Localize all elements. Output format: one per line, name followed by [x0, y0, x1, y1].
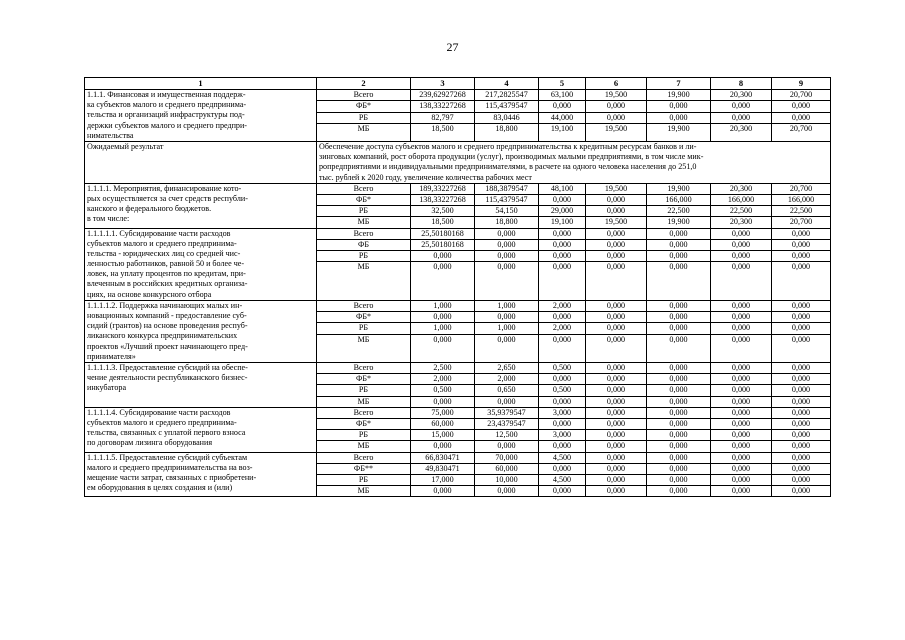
amount-cell: 20,700 — [772, 183, 831, 194]
amount-cell: 0,000 — [772, 452, 831, 463]
amount-cell: 0,000 — [711, 374, 772, 385]
amount-cell: 239,62927268 — [411, 90, 475, 101]
amount-cell: 19,500 — [586, 217, 647, 228]
amount-cell: 1,000 — [475, 323, 539, 334]
amount-cell: 18,800 — [475, 123, 539, 141]
funding-source: Всего — [317, 228, 411, 239]
amount-cell: 0,000 — [586, 452, 647, 463]
table-row — [85, 300, 831, 311]
amount-cell: 166,000 — [711, 194, 772, 205]
amount-cell: 29,000 — [539, 206, 586, 217]
funding-source: РБ — [317, 474, 411, 485]
expected-result-text — [317, 141, 831, 183]
amount-cell: 0,000 — [411, 251, 475, 262]
amount-cell: 0,000 — [411, 312, 475, 323]
amount-cell: 0,000 — [711, 251, 772, 262]
description-line: 1.1.1.1.3. Предоставление субсидий на обеспе- — [87, 362, 248, 372]
funding-source: ФБ* — [317, 418, 411, 429]
amount-cell: 0,000 — [772, 251, 831, 262]
amount-cell: 0,000 — [586, 101, 647, 112]
funding-source: ФБ* — [317, 312, 411, 323]
amount-cell: 0,000 — [475, 396, 539, 407]
amount-cell: 19,900 — [647, 183, 711, 194]
amount-cell: 19,100 — [539, 123, 586, 141]
amount-cell: 0,000 — [475, 334, 539, 362]
amount-cell: 166,000 — [772, 194, 831, 205]
amount-cell: 20,300 — [711, 90, 772, 101]
column-header: 4 — [475, 78, 539, 90]
amount-cell: 0,000 — [711, 362, 772, 373]
amount-cell: 0,000 — [647, 334, 711, 362]
amount-cell: 44,000 — [539, 112, 586, 123]
amount-cell: 0,000 — [475, 262, 539, 301]
amount-cell: 60,000 — [475, 463, 539, 474]
amount-cell: 2,500 — [411, 362, 475, 373]
page-number: 27 — [446, 40, 459, 54]
amount-cell: 0,000 — [772, 334, 831, 362]
description-line: 1.1.1. Финансовая и имущественная поддерж- — [87, 90, 246, 99]
amount-cell: 0,000 — [647, 251, 711, 262]
expected-result-row — [85, 141, 831, 183]
amount-cell: 0,000 — [772, 312, 831, 323]
amount-cell: 0,000 — [647, 407, 711, 418]
amount-cell: 0,500 — [539, 362, 586, 373]
amount-cell: 0,000 — [772, 463, 831, 474]
amount-cell: 0,000 — [586, 206, 647, 217]
amount-cell: 22,500 — [711, 206, 772, 217]
description-line: мещение части затрат, связанных с приобретени- — [87, 472, 257, 482]
amount-cell: 0,000 — [475, 486, 539, 497]
amount-cell: 0,000 — [539, 396, 586, 407]
amount-cell: 0,000 — [539, 418, 586, 429]
amount-cell: 20,300 — [711, 183, 772, 194]
amount-cell: 0,000 — [539, 312, 586, 323]
amount-cell: 0,000 — [586, 374, 647, 385]
amount-cell: 0,000 — [411, 486, 475, 497]
description-line: в том числе: — [87, 214, 130, 224]
amount-cell: 0,000 — [711, 262, 772, 301]
measure-description — [85, 407, 317, 452]
funding-source: Всего — [317, 407, 411, 418]
amount-cell: 48,100 — [539, 183, 586, 194]
amount-cell: 0,000 — [711, 112, 772, 123]
amount-cell: 0,650 — [475, 385, 539, 396]
funding-source: МБ — [317, 123, 411, 141]
description-line: сидий (грантов) на основе проведения респуб- — [87, 321, 248, 331]
amount-cell: 1,000 — [475, 300, 539, 311]
amount-cell: 0,000 — [586, 300, 647, 311]
amount-cell: 2,000 — [411, 374, 475, 385]
amount-cell: 20,700 — [772, 123, 831, 141]
amount-cell: 20,300 — [711, 123, 772, 141]
funding-source: РБ — [317, 251, 411, 262]
table-row — [85, 183, 831, 194]
amount-cell: 0,000 — [772, 407, 831, 418]
amount-cell: 0,000 — [411, 262, 475, 301]
description-line: 1.1.1.1. Мероприятия, финансирование кото- — [87, 183, 242, 193]
expected-result-label: Ожидаемый результат — [85, 141, 317, 183]
description-line: субъектов малого и среднего предпринима- — [87, 417, 237, 427]
amount-cell: 0,000 — [586, 463, 647, 474]
amount-cell: 0,000 — [647, 362, 711, 373]
description-line: принимателя» — [87, 351, 136, 361]
table-row — [85, 452, 831, 463]
amount-cell: 0,000 — [647, 418, 711, 429]
amount-cell: 0,000 — [411, 441, 475, 452]
table-row — [85, 362, 831, 373]
amount-cell: 0,000 — [411, 334, 475, 362]
amount-cell: 25,50180168 — [411, 239, 475, 250]
amount-cell: 0,000 — [711, 430, 772, 441]
expected-result-line: зинговых компаний, рост оборота продукции (услуг), производимых малыми предприятиями, в том числе мик- — [319, 152, 704, 162]
amount-cell: 0,000 — [586, 385, 647, 396]
column-header: 2 — [317, 78, 411, 90]
amount-cell: 25,50180168 — [411, 228, 475, 239]
amount-cell: 0,000 — [539, 334, 586, 362]
amount-cell: 49,830471 — [411, 463, 475, 474]
amount-cell: 138,33227268 — [411, 101, 475, 112]
amount-cell: 0,000 — [539, 194, 586, 205]
amount-cell: 0,000 — [711, 239, 772, 250]
amount-cell: 0,000 — [647, 312, 711, 323]
amount-cell: 0,500 — [411, 385, 475, 396]
column-header: 3 — [411, 78, 475, 90]
amount-cell: 19,500 — [586, 123, 647, 141]
amount-cell: 0,000 — [475, 251, 539, 262]
column-header: 5 — [539, 78, 586, 90]
amount-cell: 0,000 — [711, 228, 772, 239]
amount-cell: 0,000 — [711, 441, 772, 452]
amount-cell: 0,000 — [539, 239, 586, 250]
funding-source: МБ — [317, 217, 411, 228]
funding-source: ФБ** — [317, 463, 411, 474]
description-line: ем оборудования в целях создания и (или) — [87, 483, 233, 493]
description-line: циях, на основе конкурсного отбора — [87, 289, 212, 299]
amount-cell: 0,000 — [711, 334, 772, 362]
amount-cell: 0,000 — [711, 407, 772, 418]
amount-cell: 18,800 — [475, 217, 539, 228]
funding-source: РБ — [317, 112, 411, 123]
amount-cell: 20,700 — [772, 90, 831, 101]
amount-cell: 0,000 — [586, 239, 647, 250]
amount-cell: 0,000 — [539, 228, 586, 239]
amount-cell: 0,000 — [586, 407, 647, 418]
amount-cell: 75,000 — [411, 407, 475, 418]
funding-source: Всего — [317, 183, 411, 194]
amount-cell: 0,000 — [586, 441, 647, 452]
amount-cell: 217,2825547 — [475, 90, 539, 101]
funding-source: РБ — [317, 323, 411, 334]
amount-cell: 0,000 — [647, 474, 711, 485]
amount-cell: 0,000 — [711, 101, 772, 112]
measure-description — [85, 228, 317, 300]
amount-cell: 0,000 — [647, 441, 711, 452]
column-header: 7 — [647, 78, 711, 90]
table-row — [85, 407, 831, 418]
amount-cell: 0,000 — [647, 374, 711, 385]
amount-cell: 1,000 — [411, 323, 475, 334]
amount-cell: 20,700 — [772, 217, 831, 228]
amount-cell: 0,000 — [539, 262, 586, 301]
funding-source: ФБ* — [317, 194, 411, 205]
funding-source: РБ — [317, 206, 411, 217]
amount-cell: 32,500 — [411, 206, 475, 217]
amount-cell: 0,000 — [711, 312, 772, 323]
amount-cell: 0,000 — [772, 396, 831, 407]
amount-cell: 0,000 — [772, 474, 831, 485]
amount-cell: 0,000 — [586, 396, 647, 407]
amount-cell: 0,000 — [711, 300, 772, 311]
amount-cell: 60,000 — [411, 418, 475, 429]
amount-cell: 63,100 — [539, 90, 586, 101]
amount-cell: 0,000 — [772, 300, 831, 311]
amount-cell: 0,000 — [539, 101, 586, 112]
amount-cell: 12,500 — [475, 430, 539, 441]
column-header: 1 — [85, 78, 317, 90]
amount-cell: 18,500 — [411, 217, 475, 228]
funding-source: ФБ* — [317, 374, 411, 385]
description-line: 1.1.1.1.2. Поддержка начинающих малых ин- — [87, 300, 243, 310]
description-line: 1.1.1.1.1. Субсидирование части расходов — [87, 228, 231, 238]
amount-cell: 0,000 — [711, 418, 772, 429]
funding-source: РБ — [317, 385, 411, 396]
description-line: инкубатора — [87, 383, 127, 393]
amount-cell: 4,500 — [539, 452, 586, 463]
amount-cell: 0,000 — [586, 418, 647, 429]
description-line: ленностью работников, равной 50 и более че- — [87, 259, 245, 269]
amount-cell: 10,000 — [475, 474, 539, 485]
description-line: 1.1.1.1.5. Предоставление субсидий субъектам — [87, 452, 248, 462]
expected-result-line: тыс. рублей к 2020 году, увеличение количества рабочих мест — [319, 172, 532, 182]
amount-cell: 19,500 — [586, 183, 647, 194]
amount-cell: 115,4379547 — [475, 101, 539, 112]
measure-description — [85, 90, 317, 142]
amount-cell: 15,000 — [411, 430, 475, 441]
amount-cell: 0,000 — [711, 452, 772, 463]
amount-cell: 0,000 — [586, 430, 647, 441]
amount-cell: 19,900 — [647, 90, 711, 101]
amount-cell: 0,000 — [647, 452, 711, 463]
funding-source: МБ — [317, 396, 411, 407]
description-line: рых осуществляется за счет средств республи- — [87, 193, 248, 203]
funding-source: РБ — [317, 430, 411, 441]
amount-cell: 0,000 — [711, 385, 772, 396]
amount-cell: 0,000 — [475, 228, 539, 239]
amount-cell: 0,500 — [539, 385, 586, 396]
amount-cell: 83,0446 — [475, 112, 539, 123]
amount-cell: 1,000 — [411, 300, 475, 311]
description-line: 1.1.1.1.4. Субсидирование части расходов — [87, 407, 231, 417]
description-line: чение деятельности республиканского бизнес- — [87, 373, 248, 383]
amount-cell: 0,000 — [772, 323, 831, 334]
measure-description — [85, 183, 317, 228]
amount-cell: 0,000 — [586, 262, 647, 301]
column-header: 6 — [586, 78, 647, 90]
measure-description — [85, 362, 317, 407]
funding-source: Всего — [317, 90, 411, 101]
amount-cell: 4,500 — [539, 474, 586, 485]
amount-cell: 0,000 — [475, 239, 539, 250]
amount-cell: 0,000 — [647, 112, 711, 123]
amount-cell: 0,000 — [586, 474, 647, 485]
table-row — [85, 90, 831, 101]
amount-cell: 0,000 — [586, 323, 647, 334]
amount-cell: 0,000 — [539, 251, 586, 262]
amount-cell: 0,000 — [647, 463, 711, 474]
amount-cell: 0,000 — [772, 374, 831, 385]
amount-cell: 0,000 — [539, 463, 586, 474]
amount-cell: 0,000 — [539, 486, 586, 497]
funding-source: ФБ* — [317, 101, 411, 112]
amount-cell: 0,000 — [586, 312, 647, 323]
amount-cell: 166,000 — [647, 194, 711, 205]
amount-cell: 0,000 — [711, 463, 772, 474]
amount-cell: 0,000 — [647, 228, 711, 239]
amount-cell: 0,000 — [586, 334, 647, 362]
description-line: держки субъектов малого и среднего предпри- — [87, 120, 248, 130]
amount-cell: 0,000 — [772, 486, 831, 497]
amount-cell: 0,000 — [772, 362, 831, 373]
amount-cell: 0,000 — [411, 396, 475, 407]
amount-cell: 19,900 — [647, 123, 711, 141]
description-line: ка субъектов малого и среднего предпринима- — [87, 100, 247, 110]
header-row — [85, 78, 831, 90]
amount-cell: 35,9379547 — [475, 407, 539, 418]
amount-cell: 0,000 — [586, 486, 647, 497]
amount-cell: 0,000 — [772, 385, 831, 396]
amount-cell: 23,4379547 — [475, 418, 539, 429]
amount-cell: 70,000 — [475, 452, 539, 463]
description-line: тельства и организаций инфраструктуры под- — [87, 110, 245, 120]
column-header: 8 — [711, 78, 772, 90]
amount-cell: 2,000 — [539, 300, 586, 311]
description-line: субъектов малого и среднего предпринима- — [87, 238, 237, 248]
funding-source: Всего — [317, 300, 411, 311]
amount-cell: 0,000 — [772, 430, 831, 441]
amount-cell: 0,000 — [586, 362, 647, 373]
amount-cell: 0,000 — [586, 228, 647, 239]
description-line: тельства, связанных с уплатой первого взноса — [87, 428, 246, 438]
amount-cell: 0,000 — [711, 486, 772, 497]
amount-cell: 0,000 — [647, 486, 711, 497]
funding-source: ФБ — [317, 239, 411, 250]
funding-source: Всего — [317, 362, 411, 373]
amount-cell: 138,33227268 — [411, 194, 475, 205]
amount-cell: 0,000 — [475, 441, 539, 452]
amount-cell: 0,000 — [772, 262, 831, 301]
amount-cell: 0,000 — [586, 194, 647, 205]
amount-cell: 0,000 — [647, 101, 711, 112]
amount-cell: 19,900 — [647, 217, 711, 228]
amount-cell: 0,000 — [647, 300, 711, 311]
amount-cell: 2,000 — [475, 374, 539, 385]
amount-cell: 0,000 — [647, 396, 711, 407]
expected-result-line: Обеспечение доступа субъектов малого и среднего предпринимательства к кредитным ресурсам банков и ли- — [319, 141, 697, 151]
amount-cell: 19,100 — [539, 217, 586, 228]
description-line: влеченным в российских кредитных организа- — [87, 279, 248, 289]
amount-cell: 0,000 — [539, 374, 586, 385]
expected-result-line: ропредприятиями и индивидуальными предпринимателями, в расчете на одного человека населения до 251,0 — [319, 162, 697, 172]
amount-cell: 0,000 — [772, 441, 831, 452]
amount-cell: 189,33227268 — [411, 183, 475, 194]
description-line: тельства - юридических лиц со средней чис- — [87, 248, 241, 258]
amount-cell: 0,000 — [647, 239, 711, 250]
amount-cell: 0,000 — [647, 262, 711, 301]
measure-description — [85, 300, 317, 362]
description-line: по договорам лизинга оборудования — [87, 438, 213, 448]
amount-cell: 0,000 — [772, 112, 831, 123]
funding-source: МБ — [317, 441, 411, 452]
measure-description — [85, 452, 317, 497]
amount-cell: 0,000 — [586, 112, 647, 123]
budget-table — [84, 77, 831, 497]
funding-source: МБ — [317, 262, 411, 301]
amount-cell: 2,650 — [475, 362, 539, 373]
amount-cell: 17,000 — [411, 474, 475, 485]
amount-cell: 82,797 — [411, 112, 475, 123]
funding-source: МБ — [317, 486, 411, 497]
amount-cell: 0,000 — [711, 396, 772, 407]
amount-cell: 0,000 — [772, 228, 831, 239]
amount-cell: 3,000 — [539, 430, 586, 441]
amount-cell: 0,000 — [539, 441, 586, 452]
amount-cell: 3,000 — [539, 407, 586, 418]
amount-cell: 0,000 — [586, 251, 647, 262]
funding-source: МБ — [317, 334, 411, 362]
amount-cell: 115,4379547 — [475, 194, 539, 205]
amount-cell: 54,150 — [475, 206, 539, 217]
amount-cell: 18,500 — [411, 123, 475, 141]
description-line: канского и федерального бюджетов. — [87, 204, 212, 214]
description-line: ловек, на уплату процентов по кредитам, при- — [87, 269, 246, 279]
amount-cell: 0,000 — [711, 474, 772, 485]
amount-cell: 0,000 — [475, 312, 539, 323]
amount-cell: 0,000 — [711, 323, 772, 334]
description-line: ликанского конкурса предпринимательских — [87, 331, 238, 341]
amount-cell: 0,000 — [647, 385, 711, 396]
column-header: 9 — [772, 78, 831, 90]
amount-cell: 0,000 — [647, 430, 711, 441]
amount-cell: 0,000 — [772, 239, 831, 250]
description-line: новационных компаний - предоставление суб- — [87, 311, 247, 320]
amount-cell: 22,500 — [772, 206, 831, 217]
funding-source: Всего — [317, 452, 411, 463]
amount-cell: 19,500 — [586, 90, 647, 101]
description-line: проектов «Лучший проект начинающего пред- — [87, 341, 248, 351]
amount-cell: 66,830471 — [411, 452, 475, 463]
amount-cell: 22,500 — [647, 206, 711, 217]
amount-cell: 20,300 — [711, 217, 772, 228]
description-line: нимательства — [87, 130, 134, 140]
description-line: малого и среднего предпринимательства на воз- — [87, 462, 253, 472]
amount-cell: 0,000 — [772, 418, 831, 429]
amount-cell: 188,3879547 — [475, 183, 539, 194]
amount-cell: 0,000 — [772, 101, 831, 112]
amount-cell: 2,000 — [539, 323, 586, 334]
amount-cell: 0,000 — [647, 323, 711, 334]
table-row — [85, 228, 831, 239]
